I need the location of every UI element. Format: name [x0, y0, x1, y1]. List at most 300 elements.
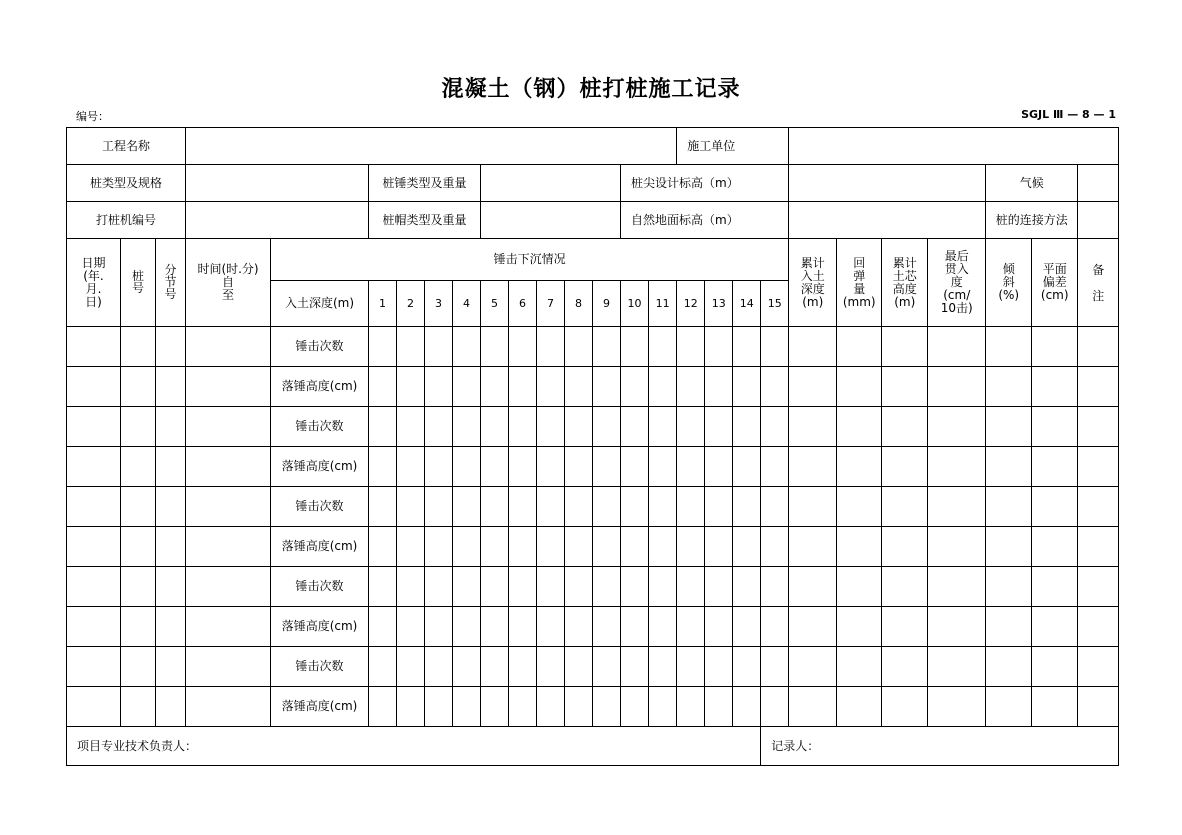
cum-depth-cell[interactable]: [789, 367, 837, 407]
blow-cell[interactable]: [649, 567, 677, 607]
row-label: 锤击次数: [271, 567, 369, 607]
blow-column-header: 3: [425, 281, 453, 327]
row-label: 锤击次数: [271, 327, 369, 367]
blow-cell[interactable]: [369, 487, 397, 527]
plane-deviation-cell[interactable]: [1032, 527, 1078, 567]
blow-cell[interactable]: [397, 527, 425, 567]
blow-cell[interactable]: [481, 327, 509, 367]
recorder-signature: 记录人：: [761, 727, 1119, 766]
remarks-cell[interactable]: [1078, 327, 1119, 367]
blow-cell[interactable]: [509, 647, 537, 687]
cum-core-height-header: 累计 土芯 高度 (m): [882, 239, 928, 327]
blow-cell[interactable]: [509, 367, 537, 407]
rebound-cell[interactable]: [837, 567, 882, 607]
blow-cell[interactable]: [537, 447, 565, 487]
blow-cell[interactable]: [397, 567, 425, 607]
plane-deviation-cell[interactable]: [1032, 687, 1078, 727]
blow-cell[interactable]: [369, 327, 397, 367]
section-no-cell[interactable]: [156, 687, 186, 727]
section-no-cell[interactable]: [156, 327, 186, 367]
time-cell[interactable]: [186, 487, 271, 527]
cum-core-height-cell[interactable]: [882, 487, 928, 527]
blow-cell[interactable]: [369, 687, 397, 727]
remarks-header: 备 注: [1078, 239, 1119, 327]
last-penetration-cell[interactable]: [928, 487, 986, 527]
blow-cell[interactable]: [425, 687, 453, 727]
table-row: [67, 327, 1119, 367]
project-name-label: 工程名称: [67, 128, 186, 165]
last-penetration-cell[interactable]: [928, 647, 986, 687]
last-penetration-cell[interactable]: [928, 447, 986, 487]
blow-cell[interactable]: [677, 647, 705, 687]
blow-cell[interactable]: [593, 567, 621, 607]
blow-cell[interactable]: [761, 367, 789, 407]
cum-core-height-cell[interactable]: [882, 407, 928, 447]
rebound-cell[interactable]: [837, 407, 882, 447]
date-cell[interactable]: [67, 407, 121, 447]
blow-cell[interactable]: [677, 367, 705, 407]
blow-cell[interactable]: [397, 367, 425, 407]
last-penetration-cell[interactable]: [928, 367, 986, 407]
construction-unit-field[interactable]: [789, 128, 1119, 165]
blow-cell[interactable]: [733, 647, 761, 687]
date-cell[interactable]: [67, 487, 121, 527]
last-penetration-cell[interactable]: [928, 527, 986, 567]
blow-cell[interactable]: [761, 647, 789, 687]
rebound-cell[interactable]: [837, 527, 882, 567]
remarks-cell[interactable]: [1078, 687, 1119, 727]
blow-cell[interactable]: [453, 527, 481, 567]
blow-cell[interactable]: [537, 607, 565, 647]
section-no-cell[interactable]: [156, 447, 186, 487]
blow-cell[interactable]: [397, 447, 425, 487]
row-label: 落锤高度(cm): [271, 447, 369, 487]
blow-cell[interactable]: [453, 567, 481, 607]
cum-depth-cell[interactable]: [789, 407, 837, 447]
blow-cell[interactable]: [593, 647, 621, 687]
blow-cell[interactable]: [425, 327, 453, 367]
blow-cell[interactable]: [425, 567, 453, 607]
blow-cell[interactable]: [761, 407, 789, 447]
tilt-cell[interactable]: [986, 567, 1032, 607]
blow-cell[interactable]: [677, 407, 705, 447]
last-penetration-cell[interactable]: [928, 327, 986, 367]
blow-cell[interactable]: [593, 687, 621, 727]
date-cell[interactable]: [67, 567, 121, 607]
blow-cell[interactable]: [677, 527, 705, 567]
blow-cell[interactable]: [453, 447, 481, 487]
blow-cell[interactable]: [565, 607, 593, 647]
tech-lead-signature: 项目专业技术负责人：: [67, 727, 761, 766]
cum-core-height-cell[interactable]: [882, 327, 928, 367]
blow-cell[interactable]: [565, 367, 593, 407]
pile-no-cell[interactable]: [121, 647, 156, 687]
pile-tip-design-elev-field[interactable]: [789, 165, 986, 202]
time-cell[interactable]: [186, 327, 271, 367]
cum-core-height-cell[interactable]: [882, 647, 928, 687]
blow-cell[interactable]: [453, 487, 481, 527]
rebound-header: 回 弹 量 (mm): [837, 239, 882, 327]
blow-cell[interactable]: [481, 407, 509, 447]
blow-cell[interactable]: [481, 687, 509, 727]
blow-cell[interactable]: [621, 647, 649, 687]
blow-cell[interactable]: [649, 487, 677, 527]
blow-cell[interactable]: [621, 407, 649, 447]
pile-no-cell[interactable]: [121, 687, 156, 727]
blow-cell[interactable]: [481, 447, 509, 487]
blow-cell[interactable]: [537, 567, 565, 607]
blow-cell[interactable]: [733, 327, 761, 367]
pile-no-cell[interactable]: [121, 487, 156, 527]
date-cell[interactable]: [67, 647, 121, 687]
blow-cell[interactable]: [677, 447, 705, 487]
blow-cell[interactable]: [705, 567, 733, 607]
remarks-cell[interactable]: [1078, 567, 1119, 607]
remarks-cell[interactable]: [1078, 447, 1119, 487]
last-penetration-cell[interactable]: [928, 567, 986, 607]
plane-deviation-cell[interactable]: [1032, 367, 1078, 407]
section-no-cell[interactable]: [156, 407, 186, 447]
blow-cell[interactable]: [621, 567, 649, 607]
cum-depth-cell[interactable]: [789, 447, 837, 487]
tilt-cell[interactable]: [986, 367, 1032, 407]
blow-cell[interactable]: [761, 327, 789, 367]
blow-cell[interactable]: [397, 327, 425, 367]
date-cell[interactable]: [67, 687, 121, 727]
blow-cell[interactable]: [453, 687, 481, 727]
blow-column-header: 14: [733, 281, 761, 327]
remarks-cell[interactable]: [1078, 527, 1119, 567]
tilt-cell[interactable]: [986, 487, 1032, 527]
blow-cell[interactable]: [593, 407, 621, 447]
blow-cell[interactable]: [761, 447, 789, 487]
section-no-cell[interactable]: [156, 567, 186, 607]
blow-cell[interactable]: [593, 327, 621, 367]
tilt-cell[interactable]: [986, 647, 1032, 687]
plane-deviation-cell[interactable]: [1032, 447, 1078, 487]
blow-cell[interactable]: [565, 447, 593, 487]
blow-cell[interactable]: [705, 367, 733, 407]
blow-column-header: 5: [481, 281, 509, 327]
row-label: 落锤高度(cm): [271, 527, 369, 567]
construction-unit-label: 施工单位: [677, 128, 789, 165]
blow-cell[interactable]: [509, 527, 537, 567]
blow-cell[interactable]: [649, 527, 677, 567]
blow-cell[interactable]: [761, 567, 789, 607]
rebound-cell[interactable]: [837, 367, 882, 407]
last-penetration-cell[interactable]: [928, 607, 986, 647]
blow-cell[interactable]: [593, 527, 621, 567]
blow-cell[interactable]: [593, 367, 621, 407]
blow-cell[interactable]: [677, 327, 705, 367]
blow-cell[interactable]: [481, 367, 509, 407]
blow-cell[interactable]: [537, 367, 565, 407]
tilt-cell[interactable]: [986, 527, 1032, 567]
time-cell[interactable]: [186, 367, 271, 407]
blow-cell[interactable]: [649, 367, 677, 407]
section-no-cell[interactable]: [156, 367, 186, 407]
blow-cell[interactable]: [705, 447, 733, 487]
blow-cell[interactable]: [565, 487, 593, 527]
blow-cell[interactable]: [481, 647, 509, 687]
time-cell[interactable]: [186, 407, 271, 447]
remarks-cell[interactable]: [1078, 647, 1119, 687]
rebound-cell[interactable]: [837, 687, 882, 727]
blow-cell[interactable]: [537, 687, 565, 727]
tilt-cell[interactable]: [986, 407, 1032, 447]
plane-deviation-cell[interactable]: [1032, 407, 1078, 447]
blow-cell[interactable]: [621, 327, 649, 367]
rig-number-field[interactable]: [186, 202, 369, 239]
tilt-cell[interactable]: [986, 327, 1032, 367]
blow-cell[interactable]: [369, 567, 397, 607]
blow-cell[interactable]: [565, 687, 593, 727]
plane-deviation-cell[interactable]: [1032, 567, 1078, 607]
blow-cell[interactable]: [649, 327, 677, 367]
row-label: 落锤高度(cm): [271, 687, 369, 727]
pile-no-cell[interactable]: [121, 567, 156, 607]
blow-cell[interactable]: [537, 327, 565, 367]
number-label: 编号：: [76, 110, 109, 123]
blow-cell[interactable]: [453, 407, 481, 447]
time-cell[interactable]: [186, 447, 271, 487]
blow-cell[interactable]: [481, 607, 509, 647]
blow-cell[interactable]: [537, 407, 565, 447]
blow-cell[interactable]: [425, 407, 453, 447]
tilt-cell[interactable]: [986, 447, 1032, 487]
blow-cell[interactable]: [369, 527, 397, 567]
blow-cell[interactable]: [649, 607, 677, 647]
blow-cell[interactable]: [677, 567, 705, 607]
blow-cell[interactable]: [705, 687, 733, 727]
blow-cell[interactable]: [621, 607, 649, 647]
blow-cell[interactable]: [565, 647, 593, 687]
time-cell[interactable]: [186, 647, 271, 687]
remarks-cell[interactable]: [1078, 487, 1119, 527]
date-cell[interactable]: [67, 527, 121, 567]
project-name-field[interactable]: [186, 128, 677, 165]
section-no-cell[interactable]: [156, 607, 186, 647]
blow-cell[interactable]: [677, 687, 705, 727]
date-cell[interactable]: [67, 367, 121, 407]
time-cell[interactable]: [186, 687, 271, 727]
remarks-cell[interactable]: [1078, 607, 1119, 647]
row-label: 锤击次数: [271, 647, 369, 687]
date-cell[interactable]: [67, 327, 121, 367]
cum-depth-cell[interactable]: [789, 567, 837, 607]
blow-cell[interactable]: [509, 607, 537, 647]
blow-cell[interactable]: [705, 487, 733, 527]
blow-cell[interactable]: [621, 487, 649, 527]
form-code: SGJL Ⅲ — 8 — 1: [1021, 108, 1116, 121]
blow-cell[interactable]: [649, 447, 677, 487]
cap-type-weight-field[interactable]: [481, 202, 621, 239]
ground-elev-field[interactable]: [789, 202, 986, 239]
blow-cell[interactable]: [425, 647, 453, 687]
blow-cell[interactable]: [677, 607, 705, 647]
rebound-cell[interactable]: [837, 607, 882, 647]
cum-depth-header: 累计 入土 深度 (m): [789, 239, 837, 327]
blow-cell[interactable]: [733, 687, 761, 727]
blow-cell[interactable]: [481, 567, 509, 607]
blow-cell[interactable]: [621, 367, 649, 407]
weather-field[interactable]: [1078, 165, 1119, 202]
plane-deviation-cell[interactable]: [1032, 327, 1078, 367]
blow-cell[interactable]: [621, 447, 649, 487]
blow-cell[interactable]: [705, 607, 733, 647]
table-row: [67, 367, 1119, 407]
table-row: [67, 447, 1119, 487]
table-row: [67, 567, 1119, 607]
blow-cell[interactable]: [509, 407, 537, 447]
cum-core-height-cell[interactable]: [882, 447, 928, 487]
blow-cell[interactable]: [593, 447, 621, 487]
blow-cell[interactable]: [509, 487, 537, 527]
connection-method-field[interactable]: [1078, 202, 1119, 239]
remarks-cell[interactable]: [1078, 367, 1119, 407]
last-penetration-cell[interactable]: [928, 687, 986, 727]
cum-depth-cell[interactable]: [789, 487, 837, 527]
section-no-cell[interactable]: [156, 647, 186, 687]
blow-column-header: 13: [705, 281, 733, 327]
blow-cell[interactable]: [453, 647, 481, 687]
blow-cell[interactable]: [453, 327, 481, 367]
blow-cell[interactable]: [453, 367, 481, 407]
blow-cell[interactable]: [425, 527, 453, 567]
pile-type-spec-field[interactable]: [186, 165, 369, 202]
blow-cell[interactable]: [649, 687, 677, 727]
blow-cell[interactable]: [649, 407, 677, 447]
blow-cell[interactable]: [453, 607, 481, 647]
date-cell[interactable]: [67, 607, 121, 647]
blow-cell[interactable]: [397, 607, 425, 647]
section-no-cell[interactable]: [156, 527, 186, 567]
blow-cell[interactable]: [481, 527, 509, 567]
cum-core-height-cell[interactable]: [882, 367, 928, 407]
cum-depth-cell[interactable]: [789, 527, 837, 567]
cum-depth-cell[interactable]: [789, 647, 837, 687]
last-penetration-cell[interactable]: [928, 407, 986, 447]
blow-cell[interactable]: [397, 487, 425, 527]
blow-cell[interactable]: [761, 527, 789, 567]
blow-cell[interactable]: [733, 607, 761, 647]
cum-core-height-cell[interactable]: [882, 527, 928, 567]
blow-cell[interactable]: [425, 487, 453, 527]
pile-no-cell[interactable]: [121, 607, 156, 647]
blow-cell[interactable]: [369, 367, 397, 407]
blow-cell[interactable]: [565, 407, 593, 447]
blow-cell[interactable]: [733, 447, 761, 487]
blow-cell[interactable]: [705, 327, 733, 367]
blow-cell[interactable]: [537, 527, 565, 567]
blow-cell[interactable]: [509, 327, 537, 367]
blow-cell[interactable]: [733, 567, 761, 607]
blow-cell[interactable]: [481, 487, 509, 527]
blow-cell[interactable]: [705, 407, 733, 447]
blow-cell[interactable]: [397, 407, 425, 447]
rebound-cell[interactable]: [837, 647, 882, 687]
blow-cell[interactable]: [761, 487, 789, 527]
blow-cell[interactable]: [565, 527, 593, 567]
blow-cell[interactable]: [593, 487, 621, 527]
cum-depth-cell[interactable]: [789, 687, 837, 727]
tilt-cell[interactable]: [986, 687, 1032, 727]
blow-cell[interactable]: [565, 567, 593, 607]
pile-no-cell[interactable]: [121, 527, 156, 567]
blow-cell[interactable]: [509, 567, 537, 607]
blow-cell[interactable]: [621, 527, 649, 567]
cum-core-height-cell[interactable]: [882, 607, 928, 647]
rebound-cell[interactable]: [837, 327, 882, 367]
table-row: [67, 527, 1119, 567]
cum-depth-cell[interactable]: [789, 327, 837, 367]
blow-cell[interactable]: [705, 527, 733, 567]
blow-cell[interactable]: [733, 487, 761, 527]
plane-deviation-cell[interactable]: [1032, 487, 1078, 527]
blow-cell[interactable]: [397, 687, 425, 727]
table-row: [67, 607, 1119, 647]
last-penetration-header: 最后 贯入 度 (cm/ 10击): [928, 239, 986, 327]
blow-cell[interactable]: [733, 527, 761, 567]
hammer-type-weight-field[interactable]: [481, 165, 621, 202]
blow-cell[interactable]: [369, 607, 397, 647]
pile-no-cell[interactable]: [121, 447, 156, 487]
blow-cell[interactable]: [537, 487, 565, 527]
remarks-cell[interactable]: [1078, 407, 1119, 447]
connection-method-label: 桩的连接方法: [986, 202, 1078, 239]
blow-cell[interactable]: [369, 407, 397, 447]
rebound-cell[interactable]: [837, 447, 882, 487]
plane-deviation-cell[interactable]: [1032, 647, 1078, 687]
blow-cell[interactable]: [733, 407, 761, 447]
blow-cell[interactable]: [733, 367, 761, 407]
time-cell[interactable]: [186, 527, 271, 567]
plane-deviation-cell[interactable]: [1032, 607, 1078, 647]
blow-cell[interactable]: [593, 607, 621, 647]
blow-column-header: 2: [397, 281, 425, 327]
blow-cell[interactable]: [397, 647, 425, 687]
time-cell[interactable]: [186, 567, 271, 607]
blow-cell[interactable]: [537, 647, 565, 687]
blow-cell[interactable]: [369, 647, 397, 687]
cum-core-height-cell[interactable]: [882, 567, 928, 607]
pile-no-cell[interactable]: [121, 367, 156, 407]
blow-cell[interactable]: [509, 687, 537, 727]
rebound-cell[interactable]: [837, 487, 882, 527]
tilt-cell[interactable]: [986, 607, 1032, 647]
blow-cell[interactable]: [705, 647, 733, 687]
time-cell[interactable]: [186, 607, 271, 647]
blow-cell[interactable]: [425, 367, 453, 407]
blow-cell[interactable]: [425, 607, 453, 647]
blow-cell[interactable]: [509, 447, 537, 487]
blow-cell[interactable]: [649, 647, 677, 687]
cum-core-height-cell[interactable]: [882, 687, 928, 727]
cum-depth-cell[interactable]: [789, 607, 837, 647]
blow-cell[interactable]: [621, 687, 649, 727]
blow-cell[interactable]: [425, 447, 453, 487]
blow-cell[interactable]: [565, 327, 593, 367]
date-cell[interactable]: [67, 447, 121, 487]
blow-cell[interactable]: [677, 487, 705, 527]
blow-cell[interactable]: [761, 687, 789, 727]
blow-cell[interactable]: [761, 607, 789, 647]
section-no-cell[interactable]: [156, 487, 186, 527]
pile-no-cell[interactable]: [121, 327, 156, 367]
pile-no-cell[interactable]: [121, 407, 156, 447]
pile-type-spec-label: 桩类型及规格: [67, 165, 186, 202]
blow-cell[interactable]: [369, 447, 397, 487]
